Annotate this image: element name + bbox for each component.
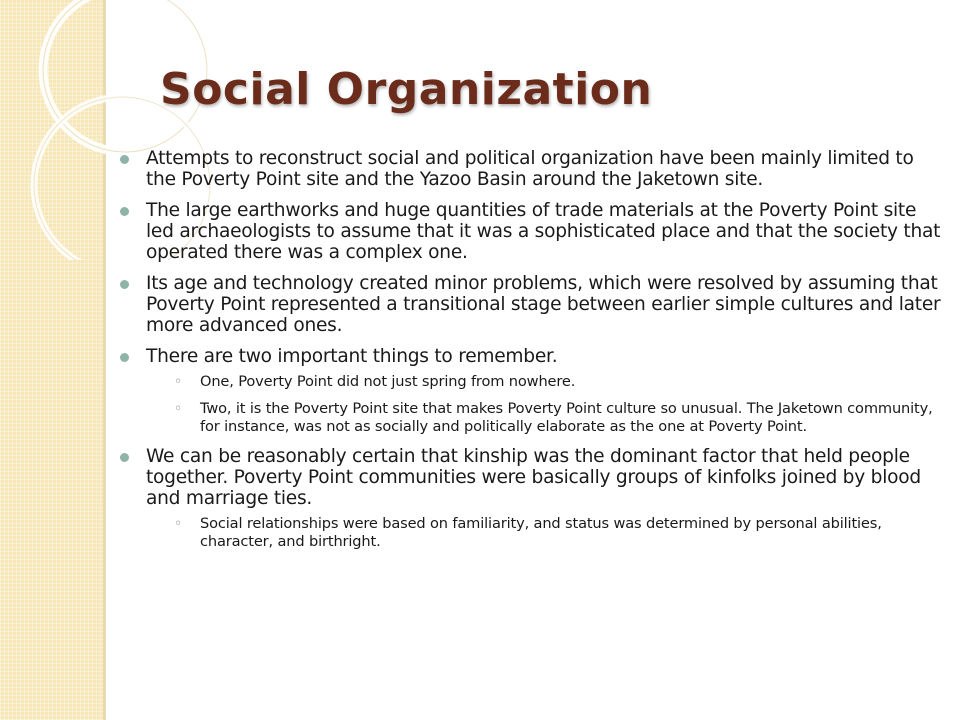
slide-title: Social Organization xyxy=(160,64,653,115)
bullet-item xyxy=(118,446,946,551)
bullet-text: There are two important things to remember. xyxy=(146,346,558,367)
slide-content xyxy=(118,148,946,561)
bullet-text: We can be reasonably certain that kinship was the dominant factor that held people together. Poverty Point communities were basically groups of kinfolks joined by blood and marriage ties. xyxy=(146,446,921,509)
sub-bullet-item: ◦ One, Poverty Point did not just spring from nowhere. xyxy=(146,373,946,391)
sub-bullet-item: ◦ Two, it is the Poverty Point site that makes Poverty Point culture so unusual. The Jaketown community, for instance, was not as socially and politically elaborate as the one at Poverty Point. xyxy=(146,400,946,436)
bullet-list xyxy=(118,148,946,551)
bullet-item: Attempts to reconstruct social and political organization have been mainly limited to the Poverty Point site and the Yazoo Basin around the Jaketown site. xyxy=(118,148,946,190)
bullet-item xyxy=(118,346,946,436)
sub-bullet-item: ◦ Social relationships were based on familiarity, and status was determined by personal abilities, character, and birthright. xyxy=(146,515,946,551)
bullet-item: The large earthworks and huge quantities of trade materials at the Poverty Point site led archaeologists to assume that it was a sophisticated place and that the society that operated there was a complex one. xyxy=(118,200,946,263)
bullet-item: Its age and technology created minor problems, which were resolved by assuming that Poverty Point represented a transitional stage between earlier simple cultures and later more advanced ones. xyxy=(118,273,946,336)
sub-bullet-list xyxy=(146,373,946,436)
sub-bullet-list xyxy=(146,515,946,551)
